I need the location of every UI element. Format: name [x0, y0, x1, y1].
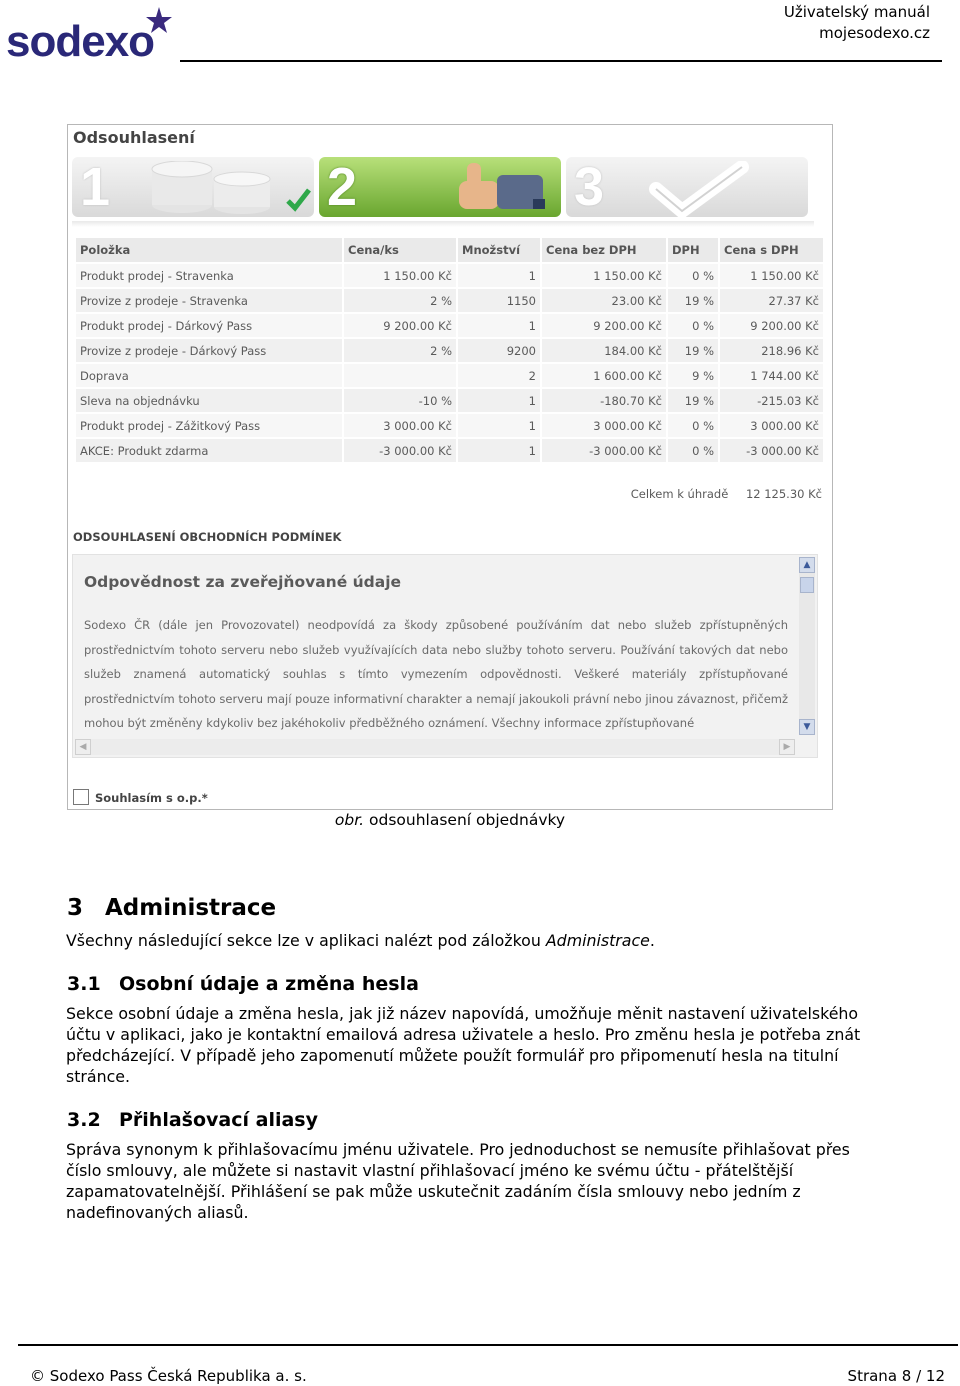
table-cell: -3 000.00 Kč: [542, 439, 666, 464]
column-header: Položka: [76, 238, 342, 264]
table-cell: Produkt prodej - Zážitkový Pass: [76, 414, 342, 439]
table-cell: 27.37 Kč: [720, 289, 823, 314]
table-cell: 1: [458, 314, 540, 339]
figure-caption: [0, 811, 900, 829]
table-cell: 1: [458, 439, 540, 464]
order-total: [631, 487, 822, 501]
section-title: Osobní údaje a změna hesla: [119, 973, 419, 995]
table-cell: 0 %: [668, 439, 718, 464]
table-cell: -180.70 Kč: [542, 389, 666, 414]
section-title: Přihlašovací aliasy: [119, 1109, 318, 1131]
table-cell: 9200: [458, 339, 540, 364]
table-cell: 1 600.00 Kč: [542, 364, 666, 389]
table-cell: 1: [458, 414, 540, 439]
table-cell: 0 %: [668, 314, 718, 339]
table-cell: 9 200.00 Kč: [344, 314, 456, 339]
table-row: [76, 314, 823, 339]
doc-title: Uživatelský manuál: [783, 3, 930, 21]
section-heading-3-2: [67, 1109, 318, 1131]
site-url: mojesodexo.cz: [819, 24, 930, 42]
table-cell: 3 000.00 Kč: [542, 414, 666, 439]
table-cell: 2 %: [344, 339, 456, 364]
agree-terms[interactable]: [73, 789, 208, 805]
total-value: 12 125.30 Kč: [745, 487, 822, 501]
step-number: 1: [80, 157, 111, 217]
section-number: 3.2: [67, 1109, 101, 1131]
steps-shadow: [72, 221, 814, 227]
wizard-step-3: [566, 157, 808, 217]
section-heading-3: [67, 895, 276, 921]
page-number: Strana 8 / 12: [847, 1367, 945, 1385]
table-cell: 19 %: [668, 339, 718, 364]
table-cell: 1 150.00 Kč: [344, 264, 456, 289]
agree-checkbox[interactable]: [73, 789, 89, 805]
table-cell: 9 200.00 Kč: [720, 314, 823, 339]
table-row: [76, 439, 823, 464]
column-header: Cena s DPH: [720, 238, 823, 264]
scroll-up-icon[interactable]: ▲: [799, 557, 815, 573]
intro-text: Všechny následující sekce lze v aplikaci nalézt pod záložkou: [66, 931, 546, 950]
section-heading-3-1: [67, 973, 419, 995]
column-header: DPH: [668, 238, 718, 264]
header-rule: [180, 60, 942, 62]
caption-prefix: obr.: [334, 811, 365, 829]
section-number: 3: [67, 895, 84, 921]
terms-heading: Odpovědnost za zveřejňované údaje: [84, 573, 402, 591]
column-header: Cena bez DPH: [542, 238, 666, 264]
order-confirmation-screenshot: [67, 124, 833, 810]
vertical-scrollbar[interactable]: [799, 557, 815, 735]
table-cell: 19 %: [668, 289, 718, 314]
section-number: 3.1: [67, 973, 101, 995]
table-cell: AKCE: Produkt zdarma: [76, 439, 342, 464]
table-cell: 184.00 Kč: [542, 339, 666, 364]
terms-section-title: ODSOUHLASENÍ OBCHODNÍCH PODMÍNEK: [73, 530, 342, 544]
horizontal-scrollbar[interactable]: [75, 739, 795, 755]
agree-label: Souhlasím s o.p.*: [95, 791, 208, 805]
table-header-row: [76, 238, 823, 264]
table-cell: Sleva na objednávku: [76, 389, 342, 414]
table-cell: 1 150.00 Kč: [542, 264, 666, 289]
logo-wordmark: sodexo: [6, 17, 155, 66]
table-row: [76, 289, 823, 314]
sodexo-logo: [6, 6, 178, 66]
table-cell: 2 %: [344, 289, 456, 314]
table-cell: Produkt prodej - Stravenka: [76, 264, 342, 289]
table-row: [76, 389, 823, 414]
table-cell: -215.03 Kč: [720, 389, 823, 414]
table-cell: 1150: [458, 289, 540, 314]
column-header: Cena/ks: [344, 238, 456, 264]
step-number: 2: [327, 157, 358, 217]
table-cell: 218.96 Kč: [720, 339, 823, 364]
table-cell: 0 %: [668, 414, 718, 439]
wizard-step-2: [319, 157, 561, 217]
table-row: [76, 264, 823, 289]
table-row: [76, 414, 823, 439]
table-cell: 1: [458, 264, 540, 289]
table-cell: [344, 364, 456, 389]
table-cell: -10 %: [344, 389, 456, 414]
section-title: Administrace: [105, 895, 277, 921]
table-cell: 9 200.00 Kč: [542, 314, 666, 339]
scroll-down-icon[interactable]: ▼: [799, 719, 815, 735]
column-header: Množství: [458, 238, 540, 264]
caption-text: odsouhlasení objednávky: [364, 811, 566, 829]
section-3-2-text: Správa synonym k přihlašovacímu jménu uživatele. Pro jednoduchost se nemusíte přihlašovat přes číslo smlouvy, ale můžete si nastavit vlastní přihlašovací jméno ke svému účtu - přátelštější zapamatovatelnější. Přihlášení se pak může uskutečnit zadáním čísla smlouvy nebo jedním z nadefinovaných aliasů.: [66, 1140, 850, 1222]
table-cell: 3 000.00 Kč: [344, 414, 456, 439]
footer-copyright: © Sodexo Pass Česká Republika a. s.: [30, 1367, 307, 1385]
star-icon: [144, 6, 174, 36]
wizard-step-1: [72, 157, 314, 217]
terms-text: Sodexo ČR (dále jen Provozovatel) neodpovídá za škody způsobené používáním dat nebo služeb zpřístupněných prostřednictvím tohoto serveru nebo služeb využívajících data nebo služby tohoto serveru. Používání takových dat nebo služeb znamená automatický souhlas s tímto vymezením odpovědnosti. Veškeré materiály zpřístupňované prostřednictvím tohoto serveru mají pouze informativní charakter a nemají jakoukoli právní nebo jinou závaznost, přičemž mohou být změněny kdykoliv bez jakéhokoliv předběžného oznámení. Všechny informace zpřístupňované: [84, 618, 789, 730]
table-row: [76, 339, 823, 364]
total-label: Celkem k úhradě: [630, 487, 729, 501]
table-cell: Provize z prodeje - Stravenka: [76, 289, 342, 314]
screen-title: Odsouhlasení: [73, 128, 195, 147]
table-cell: Produkt prodej - Dárkový Pass: [76, 314, 342, 339]
table-cell: 0 %: [668, 264, 718, 289]
step-number: 3: [574, 157, 605, 217]
table-cell: 1 150.00 Kč: [720, 264, 823, 289]
header-info: [784, 2, 930, 44]
scroll-thumb[interactable]: [800, 577, 814, 593]
checkmark-icon: [646, 161, 766, 217]
footer-rule: [18, 1344, 958, 1346]
table-cell: -3 000.00 Kč: [720, 439, 823, 464]
wizard-steps: [72, 157, 814, 219]
terms-scroll-box[interactable]: [72, 554, 818, 758]
intro-emphasis: Administrace: [545, 931, 650, 950]
thumbs-up-icon: [389, 161, 559, 217]
scroll-left-icon[interactable]: ◀: [75, 739, 91, 755]
order-table: [74, 238, 825, 464]
intro-end: .: [649, 931, 655, 950]
table-cell: 1 744.00 Kč: [720, 364, 823, 389]
table-cell: Provize z prodeje - Dárkový Pass: [76, 339, 342, 364]
table-cell: 1: [458, 389, 540, 414]
section-3-intro: [66, 930, 886, 951]
table-cell: -3 000.00 Kč: [344, 439, 456, 464]
coins-check-icon: [142, 161, 312, 217]
table-cell: Doprava: [76, 364, 342, 389]
table-cell: 2: [458, 364, 540, 389]
table-cell: 9 %: [668, 364, 718, 389]
table-row: [76, 364, 823, 389]
table-cell: 3 000.00 Kč: [720, 414, 823, 439]
section-3-1-text: Sekce osobní údaje a změna hesla, jak již název napovídá, umožňuje měnit nastavení uživatelského účtu v aplikaci, jako je kontaktní emailová adresa uživatele a heslo. Pro změnu hesla je potřeba znát předcházející. V případě jeho zapomenutí můžete použít formulář pro připomenutí hesla na titulní stránce.: [66, 1004, 861, 1086]
scroll-right-icon[interactable]: ▶: [779, 739, 795, 755]
table-cell: 23.00 Kč: [542, 289, 666, 314]
table-cell: 19 %: [668, 389, 718, 414]
